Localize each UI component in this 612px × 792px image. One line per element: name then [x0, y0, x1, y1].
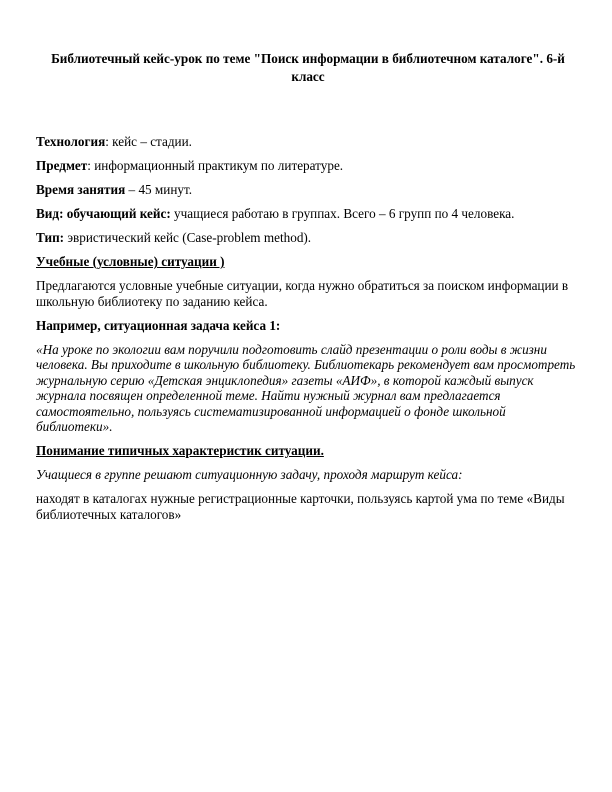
example-heading: Например, ситуационная задача кейса 1: [36, 317, 281, 333]
technology-line [36, 134, 576, 150]
duration-label: Время занятия [36, 182, 126, 197]
subject-line [36, 158, 576, 174]
route-text: Учащиеся в группе решают ситуационную задачу, проходя маршрут кейса: [36, 467, 463, 482]
duration-line [36, 182, 576, 198]
document-body [36, 134, 576, 531]
kind-value: учащиеся работаю в группах. Всего – 6 групп по 4 человека. [170, 206, 515, 221]
technology-label: Технология [36, 134, 106, 149]
catalog-text: находят в каталогах нужные регистрационные карточки, пользуясь картой ума по теме «Виды библиотечных каталогов» [36, 491, 565, 522]
subject-label: Предмет [36, 158, 88, 173]
situations-heading: Учебные (условные) ситуации ) [36, 254, 225, 269]
duration-value: – 45 минут. [125, 182, 193, 197]
kind-line [36, 206, 576, 222]
kind-label: Вид: обучающий кейс: [36, 206, 171, 221]
document-title: Библиотечный кейс-урок по теме "Поиск информации в библиотечном каталоге". 6-й класс [51, 51, 565, 84]
understanding-heading: Понимание типичных характеристик ситуации. [36, 443, 324, 458]
subject-value: : информационный практикум по литературе. [87, 158, 344, 173]
situations-text: Предлагаются условные учебные ситуации, когда нужно обратиться за поиском информации в школьную библиотеку по заданию кейса. [36, 278, 569, 309]
type-line [36, 230, 576, 246]
technology-value: : кейс – стадии. [105, 134, 192, 149]
type-value: эвристический кейс (Case-problem method). [64, 230, 312, 245]
example-text: «На уроке по экологии вам поручили подготовить слайд презентации о роли воды в жизни человека. Вы приходите в школьную библиотеку. Библиотекарь рекомендует вам просмотреть журнальную серию «Детская энциклопедия» газеты «АИФ», в которой каждый выпуск журнала посвящен определенной теме. Найти нужный журнал вам предлагается самостоятельно, пользуясь систематизированной информацией о фонде школьной библиотеки». [36, 341, 576, 434]
type-label: Тип: [36, 230, 65, 245]
